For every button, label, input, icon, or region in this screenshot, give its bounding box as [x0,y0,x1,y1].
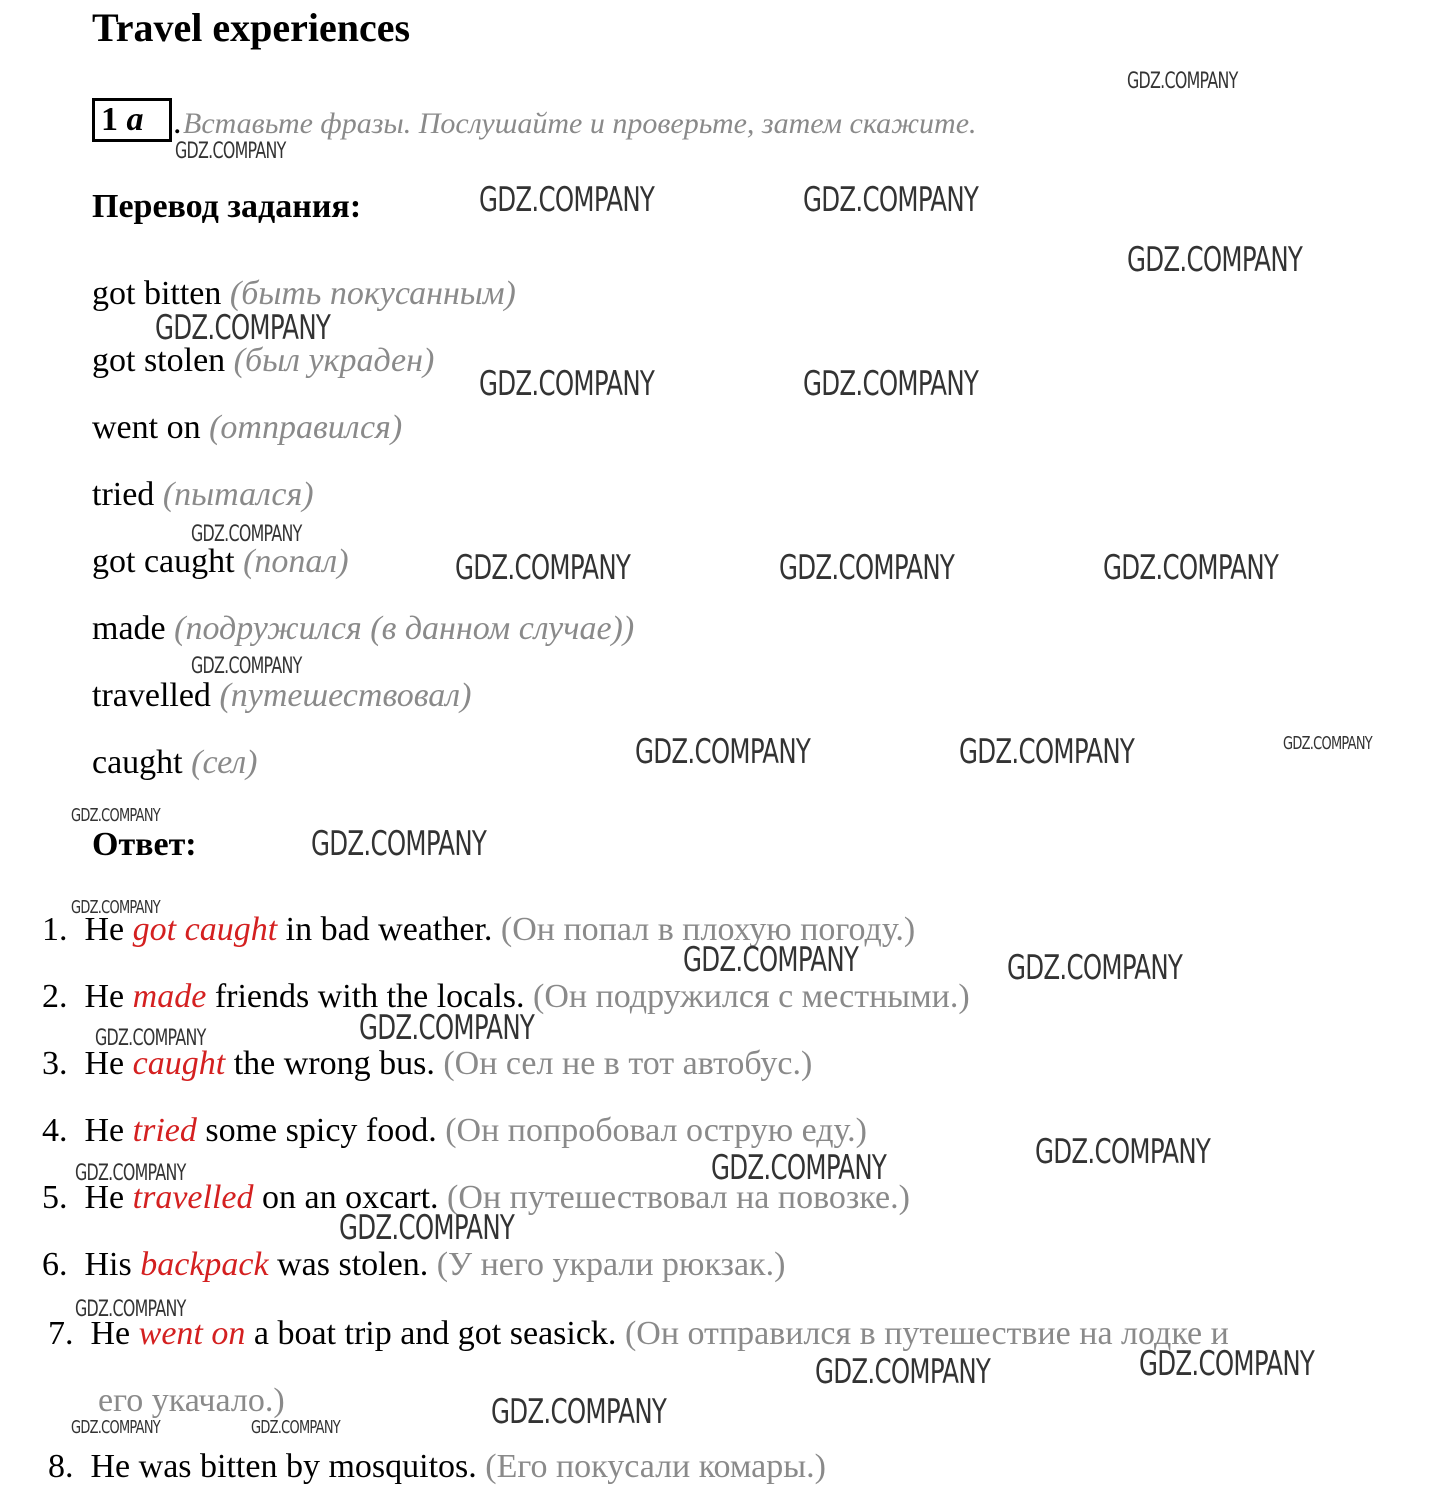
watermark: GDZ.COMPANY [479,364,655,404]
answer-heading: Ответ: [92,826,197,863]
answer-translation: (Он попробовал острую еду.) [445,1112,867,1149]
watermark: GDZ.COMPANY [683,940,859,980]
watermark: GDZ.COMPANY [71,805,160,826]
vocab-en: got caught [92,543,235,580]
answer-pre: His [84,1246,141,1283]
answer-number: 6. [42,1246,68,1283]
answer-translation: (Его покусали комары.) [485,1448,826,1485]
answer-translation: (Он сел не в тот автобус.) [443,1045,813,1082]
watermark: GDZ.COMPANY [1283,733,1372,754]
watermark: GDZ.COMPANY [815,1352,991,1392]
watermark: GDZ.COMPANY [1139,1344,1315,1384]
vocab-ru: (был украден) [233,342,435,379]
watermark: GDZ.COMPANY [779,548,955,588]
vocab-item [92,743,258,783]
vocab-en: went on [92,409,201,446]
watermark: GDZ.COMPANY [155,308,331,348]
answer-number: 5. [42,1179,68,1216]
answer-line [48,1447,826,1487]
answer-number: 1. [42,911,68,948]
answer-post: friends with the locals. [206,978,525,1015]
watermark: GDZ.COMPANY [191,522,302,547]
answer-highlight: travelled [132,1179,254,1216]
watermark: GDZ.COMPANY [1127,240,1303,280]
answer-post: on an oxcart. [253,1179,439,1216]
answer-line [42,1245,785,1285]
watermark: GDZ.COMPANY [311,824,487,864]
vocab-en: travelled [92,677,211,714]
watermark: GDZ.COMPANY [635,732,811,772]
answer-post: the wrong bus. [225,1045,435,1082]
exercise-instruction: Вставьте фразы. Послушайте и проверьте, затем скажите. [183,107,977,140]
vocab-item [92,475,314,515]
answer-pre: He [90,1315,139,1352]
vocab-en: got bitten [92,275,222,312]
answer-translation: (Он путешествовал на повозке.) [447,1179,910,1216]
watermark: GDZ.COMPANY [251,1417,340,1438]
watermark: GDZ.COMPANY [359,1008,535,1048]
answer-post: a boat trip and got seasick. [245,1315,617,1352]
answer-translation: (У него украли рюкзак.) [436,1246,786,1283]
answer-number: 7. [48,1315,74,1352]
watermark: GDZ.COMPANY [1007,948,1183,988]
answer-post: was stolen. [268,1246,429,1283]
watermark: GDZ.COMPANY [175,139,286,164]
answer-translation-continued: его укачало.) [98,1382,285,1419]
translation-heading: Перевод задания: [92,188,362,225]
vocab-en: got stolen [92,342,226,379]
answer-pre: He [84,978,133,1015]
vocab-ru: (подружился (в данном случае)) [174,610,635,647]
answer-highlight: got caught [132,911,278,948]
watermark: GDZ.COMPANY [75,1161,186,1186]
watermark: GDZ.COMPANY [95,1026,206,1051]
vocab-ru: (отправился) [209,409,403,446]
answer-highlight: tried [132,1112,197,1149]
answer-pre: He [84,1045,133,1082]
answer-number: 2. [42,978,68,1015]
answer-post: some spicy food. [196,1112,437,1149]
exercise-number: 1 [101,101,118,138]
answer-pre: He [84,1179,133,1216]
watermark: GDZ.COMPANY [455,548,631,588]
answer-translation: (Он подружился с местными.) [533,978,970,1015]
answer-pre: He was bitten by mosquitos. [90,1448,477,1485]
watermark: GDZ.COMPANY [711,1148,887,1188]
answer-number: 8. [48,1448,74,1485]
watermark: GDZ.COMPANY [1103,548,1279,588]
answer-highlight: went on [138,1315,246,1352]
watermark: GDZ.COMPANY [191,654,302,679]
exercise-dot: . [173,104,182,141]
watermark: GDZ.COMPANY [339,1208,515,1248]
answer-number: 3. [42,1045,68,1082]
watermark: GDZ.COMPANY [479,180,655,220]
answer-highlight: made [132,978,207,1015]
answer-highlight: caught [132,1045,226,1082]
vocab-item [92,609,634,649]
answer-number: 4. [42,1112,68,1149]
vocab-item [92,408,402,448]
exercise-badge [92,98,172,142]
page-title: Travel experiences [92,5,411,50]
answer-post: in bad weather. [277,911,493,948]
vocab-en: caught [92,744,183,781]
vocab-en: tried [92,476,155,513]
watermark: GDZ.COMPANY [803,180,979,220]
vocab-ru: (пытался) [162,476,314,513]
answer-line [48,1314,1229,1354]
vocab-ru: (путешествовал) [219,677,472,714]
vocab-en: made [92,610,166,647]
vocab-item [92,676,471,716]
answer-pre: He [84,1112,133,1149]
watermark: GDZ.COMPANY [1035,1132,1211,1172]
answer-translation: (Он отправился в путешествие на лодке и [624,1315,1229,1352]
answer-pre: He [84,911,133,948]
watermark: GDZ.COMPANY [71,1417,160,1438]
watermark: GDZ.COMPANY [959,732,1135,772]
answer-line [42,1111,867,1151]
answer-translation: (Он попал в плохую погоду.) [500,911,916,948]
answer-highlight: backpack [140,1246,269,1283]
vocab-item [92,542,349,582]
vocab-ru: (сел) [191,744,258,781]
watermark: GDZ.COMPANY [491,1392,667,1432]
watermark: GDZ.COMPANY [75,1297,186,1322]
watermark: GDZ.COMPANY [71,897,160,918]
vocab-ru: (попал) [243,543,349,580]
watermark: GDZ.COMPANY [803,364,979,404]
vocab-ru: (быть покусанным) [229,275,516,312]
watermark: GDZ.COMPANY [1127,69,1238,94]
exercise-letter: a [126,101,144,138]
